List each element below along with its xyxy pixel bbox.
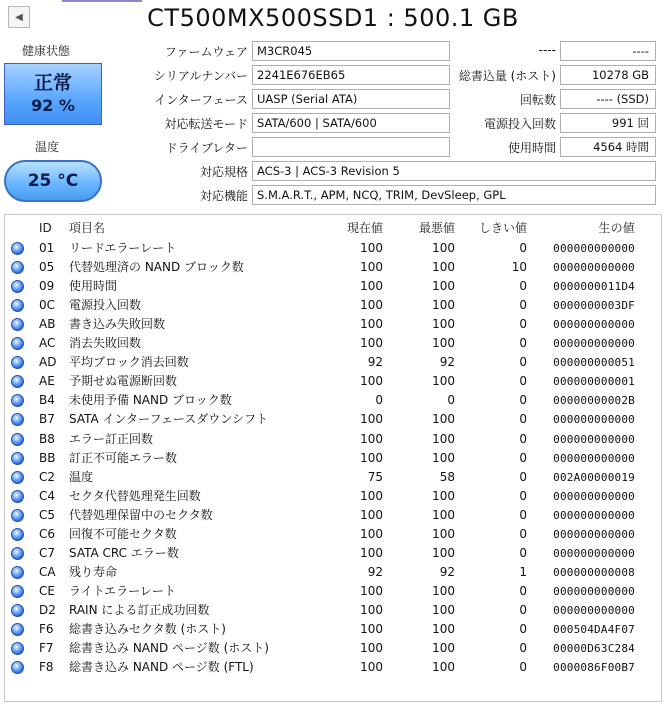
attr-worst: 100 [432,507,455,522]
attr-worst: 100 [432,336,455,351]
attr-worst: 100 [432,450,455,465]
attr-current: 100 [360,660,383,675]
table-row[interactable] [5,353,661,372]
status-dot-icon [11,433,24,446]
attr-raw: 000000000000 [553,318,635,332]
attr-worst: 100 [432,622,455,636]
attr-worst: 100 [432,241,455,255]
table-row[interactable] [5,525,661,544]
health-status-text: 正常 [33,72,72,94]
table-row[interactable] [5,334,661,353]
attr-name: 書き込み失敗回数 [69,317,166,332]
table-row[interactable] [5,563,661,582]
attr-name: 代替処理済の NAND ブロック数 [69,260,244,275]
attr-current: 100 [360,279,383,294]
attr-raw: 0000000003DF [553,299,635,313]
attr-worst: 100 [432,660,455,675]
host-writes-field: 10278 GB [560,65,656,85]
blank-stat-field: ---- [560,41,656,61]
attr-id: B7 [39,412,55,427]
window-accent-bar [62,0,142,2]
attr-raw: 000000000000 [553,508,635,522]
table-row[interactable] [5,239,661,258]
attr-worst: 100 [432,545,455,560]
attr-worst: 100 [432,317,455,332]
attr-current: 100 [360,260,383,275]
table-row[interactable] [5,449,661,468]
attr-name: 温度 [69,469,94,484]
attr-id: B8 [39,431,55,446]
table-row[interactable] [5,296,661,315]
attr-name: 消去失敗回数 [69,336,142,351]
attr-worst: 100 [432,526,455,541]
attr-current: 100 [360,412,383,427]
attr-id: CA [39,564,56,579]
attr-current: 100 [360,526,383,541]
health-percent: 92 % [31,96,75,115]
status-dot-icon [11,394,24,407]
attr-threshold: 0 [519,641,527,656]
table-row[interactable] [5,544,661,563]
interface-label: インターフェース [154,93,248,107]
attr-worst: 100 [432,298,455,313]
table-row[interactable] [5,487,661,506]
table-header-row [5,219,661,238]
attr-name: 訂正不可能エラー数 [69,450,178,465]
header-current[interactable]: 現在値 [346,221,383,235]
disk-title: CT500MX500SSD1 : 500.1 GB [147,4,519,32]
table-row[interactable] [5,620,661,639]
attr-current: 100 [360,374,383,389]
attr-id: 0C [39,298,56,313]
triangle-left-icon: ◀ [15,11,23,23]
table-row[interactable] [5,468,661,487]
attr-worst: 100 [432,412,455,427]
attr-threshold: 0 [519,298,527,313]
attr-current: 100 [360,431,383,446]
attr-name: 予期せぬ電源断回数 [69,374,178,389]
attr-id: 09 [39,279,55,294]
attr-threshold: 10 [511,260,527,275]
attr-name: 総書き込み NAND ページ数 (ホスト) [69,641,269,656]
attr-raw: 000000000000 [553,584,635,598]
attr-id: AB [39,317,56,332]
header-id[interactable]: ID [39,221,52,235]
attr-name: 代替処理保留中のセクタ数 [69,507,213,522]
attr-id: C7 [39,545,56,560]
rotation-label: 回転数 [519,93,556,107]
transfer-mode-field: SATA/600 | SATA/600 [252,113,450,133]
table-row[interactable] [5,277,661,296]
serial-field: 2241E676EB65 [252,65,450,85]
status-dot-icon [11,604,24,617]
serial-label: シリアルナンバー [153,69,248,83]
attr-name: セクタ代替処理発生回数 [69,488,201,503]
attr-threshold: 0 [519,374,527,389]
standard-label: 対応規格 [199,165,248,179]
attr-raw: 000000000000 [553,242,635,255]
attr-threshold: 0 [519,583,527,598]
attr-name: 電源投入回数 [69,298,142,313]
attr-worst: 100 [432,641,455,656]
attr-threshold: 0 [519,545,527,560]
attr-raw: 000000000000 [553,489,635,503]
smart-attribute-table[interactable] [4,214,662,702]
attr-id: AD [39,355,57,370]
header-name[interactable]: 項目名 [69,221,106,235]
attr-raw: 0000000011D4 [553,280,635,294]
attr-name: SATA CRC エラー数 [69,545,179,560]
drive-letter-label: ドライブレター [165,141,248,155]
attr-id: F8 [39,660,54,675]
status-dot-icon [11,375,24,388]
table-row[interactable] [5,506,661,525]
table-row[interactable] [5,658,661,677]
health-label: 健康状態 [22,44,71,58]
attr-worst: 100 [432,488,455,503]
status-dot-icon [11,299,24,312]
attr-current: 75 [367,469,383,484]
table-row[interactable] [5,430,661,449]
power-on-hours-label: 使用時間 [507,141,556,155]
attr-threshold: 0 [519,279,527,294]
attr-worst: 100 [432,602,455,617]
power-on-count-label: 電源投入回数 [483,117,556,131]
status-dot-icon [11,566,24,579]
attr-worst: 58 [439,469,455,484]
attr-current: 100 [360,641,383,656]
attr-threshold: 0 [519,602,527,617]
temperature-label: 温度 [35,140,60,154]
attr-raw: 000000000000 [553,603,635,617]
attr-raw: 000000000000 [553,261,635,275]
attr-id: F6 [39,622,54,636]
attr-raw: 000504DA4F07 [553,623,635,636]
attr-name: RAIN による訂正成功回数 [69,602,210,617]
drive-letter-field [252,137,450,157]
attr-name: ライトエラーレート [69,583,176,598]
attr-current: 92 [367,355,383,370]
attr-id: BB [39,450,56,465]
attr-current: 100 [360,622,383,636]
attr-worst: 92 [439,564,455,579]
header-threshold[interactable]: しきい値 [478,221,527,235]
table-row[interactable] [5,410,661,429]
attr-id: B4 [39,393,55,408]
status-dot-icon [11,356,24,369]
status-dot-icon [11,261,24,274]
header-raw[interactable]: 生の値 [598,221,635,235]
host-writes-label: 総書込量 (ホスト) [458,69,556,83]
status-dot-icon [11,642,24,655]
table-row[interactable] [5,258,661,277]
attr-current: 100 [360,507,383,522]
attr-threshold: 0 [519,507,527,522]
standard-field: ACS-3 | ACS-3 Revision 5 [252,161,656,181]
power-on-count-field: 991 回 [560,113,656,133]
attr-current: 100 [360,450,383,465]
transfer-mode-label: 対応転送モード [164,117,248,131]
attr-id: C4 [39,488,56,503]
attr-name: 未使用予備 NAND ブロック数 [69,393,232,408]
attr-name: 回復不可能セクタ数 [69,526,177,541]
attr-id: D2 [39,602,56,617]
status-dot-icon [11,413,24,426]
status-dot-icon [11,242,24,255]
attr-current: 100 [360,545,383,560]
attr-threshold: 0 [519,488,527,503]
attr-current: 100 [360,317,383,332]
attr-raw: 0000086F00B7 [553,661,635,675]
attr-threshold: 0 [519,526,527,541]
attr-current: 100 [360,336,383,351]
attr-current: 100 [360,602,383,617]
status-dot-icon [11,318,24,331]
attr-name: 総書き込みセクタ数 (ホスト) [69,622,226,636]
attr-current: 100 [360,298,383,313]
health-status-box[interactable] [4,63,102,125]
attr-worst: 100 [432,583,455,598]
attr-id: F7 [39,641,54,656]
attr-name: エラー訂正回数 [69,431,154,446]
attr-id: C6 [39,526,56,541]
attr-raw: 000000000000 [553,451,635,465]
features-label: 対応機能 [199,189,248,203]
features-field: S.M.A.R.T., APM, NCQ, TRIM, DevSleep, GPL [252,185,656,205]
attr-raw: 00000D63C284 [553,642,635,656]
attr-raw: 000000000001 [553,375,635,389]
attr-name: SATA インターフェースダウンシフト [69,412,268,427]
table-row[interactable] [5,372,661,391]
status-dot-icon [11,528,24,541]
attr-threshold: 0 [519,469,527,484]
attr-current: 92 [367,564,383,579]
attr-id: C5 [39,507,56,522]
status-dot-icon [11,509,24,522]
attr-raw: 000000000000 [553,337,635,351]
attr-worst: 92 [439,355,455,370]
attr-name: 平均ブロック消去回数 [69,355,189,370]
table-row[interactable] [5,391,661,410]
status-dot-icon [11,452,24,465]
attr-worst: 100 [432,279,455,294]
attr-threshold: 0 [519,412,527,427]
attr-raw: 00000000002B [553,394,635,408]
attr-raw: 000000000000 [553,546,635,560]
attr-worst: 0 [447,393,455,408]
attr-id: AC [39,336,56,351]
attr-threshold: 0 [519,317,527,332]
status-dot-icon [11,547,24,560]
attr-current: 0 [375,393,383,408]
attr-id: 01 [39,241,55,255]
attr-current: 100 [360,241,383,255]
attr-worst: 100 [432,431,455,446]
table-row[interactable] [5,582,661,601]
attr-raw: 000000000000 [553,432,635,446]
table-row[interactable] [5,639,661,658]
attr-id: AE [39,374,55,389]
firmware-label: ファームウェア [164,45,248,59]
interface-field: UASP (Serial ATA) [252,89,450,109]
attr-raw: 000000000008 [553,565,635,579]
status-dot-icon [11,585,24,598]
attr-threshold: 0 [519,622,527,636]
status-dot-icon [11,471,24,484]
power-on-hours-field: 4564 時間 [560,137,656,157]
status-dot-icon [11,661,24,674]
attr-threshold: 0 [519,393,527,408]
attr-threshold: 0 [519,355,527,370]
firmware-field: M3CR045 [252,41,450,61]
attr-worst: 100 [432,260,455,275]
status-dot-icon [11,623,24,636]
status-dot-icon [11,490,24,503]
table-row[interactable] [5,315,661,334]
table-row[interactable] [5,601,661,620]
attr-raw: 002A00000019 [553,470,635,484]
blank-stat-label: ---- [538,43,556,57]
header-worst[interactable]: 最悪値 [418,221,455,235]
attr-current: 100 [360,488,383,503]
attr-current: 100 [360,583,383,598]
status-dot-icon [11,280,24,293]
status-dot-icon [11,337,24,350]
temperature-box[interactable]: 25 °C [4,160,102,202]
attr-raw: 000000000000 [553,413,635,427]
attr-threshold: 0 [519,660,527,675]
attr-name: 総書き込み NAND ページ数 (FTL) [69,660,254,675]
attr-raw: 000000000000 [553,527,635,541]
attr-id: CE [39,583,55,598]
attr-threshold: 0 [519,336,527,351]
attr-raw: 000000000051 [553,356,635,370]
attr-name: リードエラーレート [69,241,177,255]
rotation-field: ---- (SSD) [560,89,656,109]
attr-threshold: 0 [519,450,527,465]
attr-worst: 100 [432,374,455,389]
attr-id: 05 [39,260,55,275]
attr-threshold: 0 [519,241,527,255]
attr-threshold: 1 [519,564,527,579]
attr-id: C2 [39,469,56,484]
attr-name: 残り寿命 [69,564,118,579]
attr-threshold: 0 [519,431,527,446]
attr-name: 使用時間 [69,279,118,294]
